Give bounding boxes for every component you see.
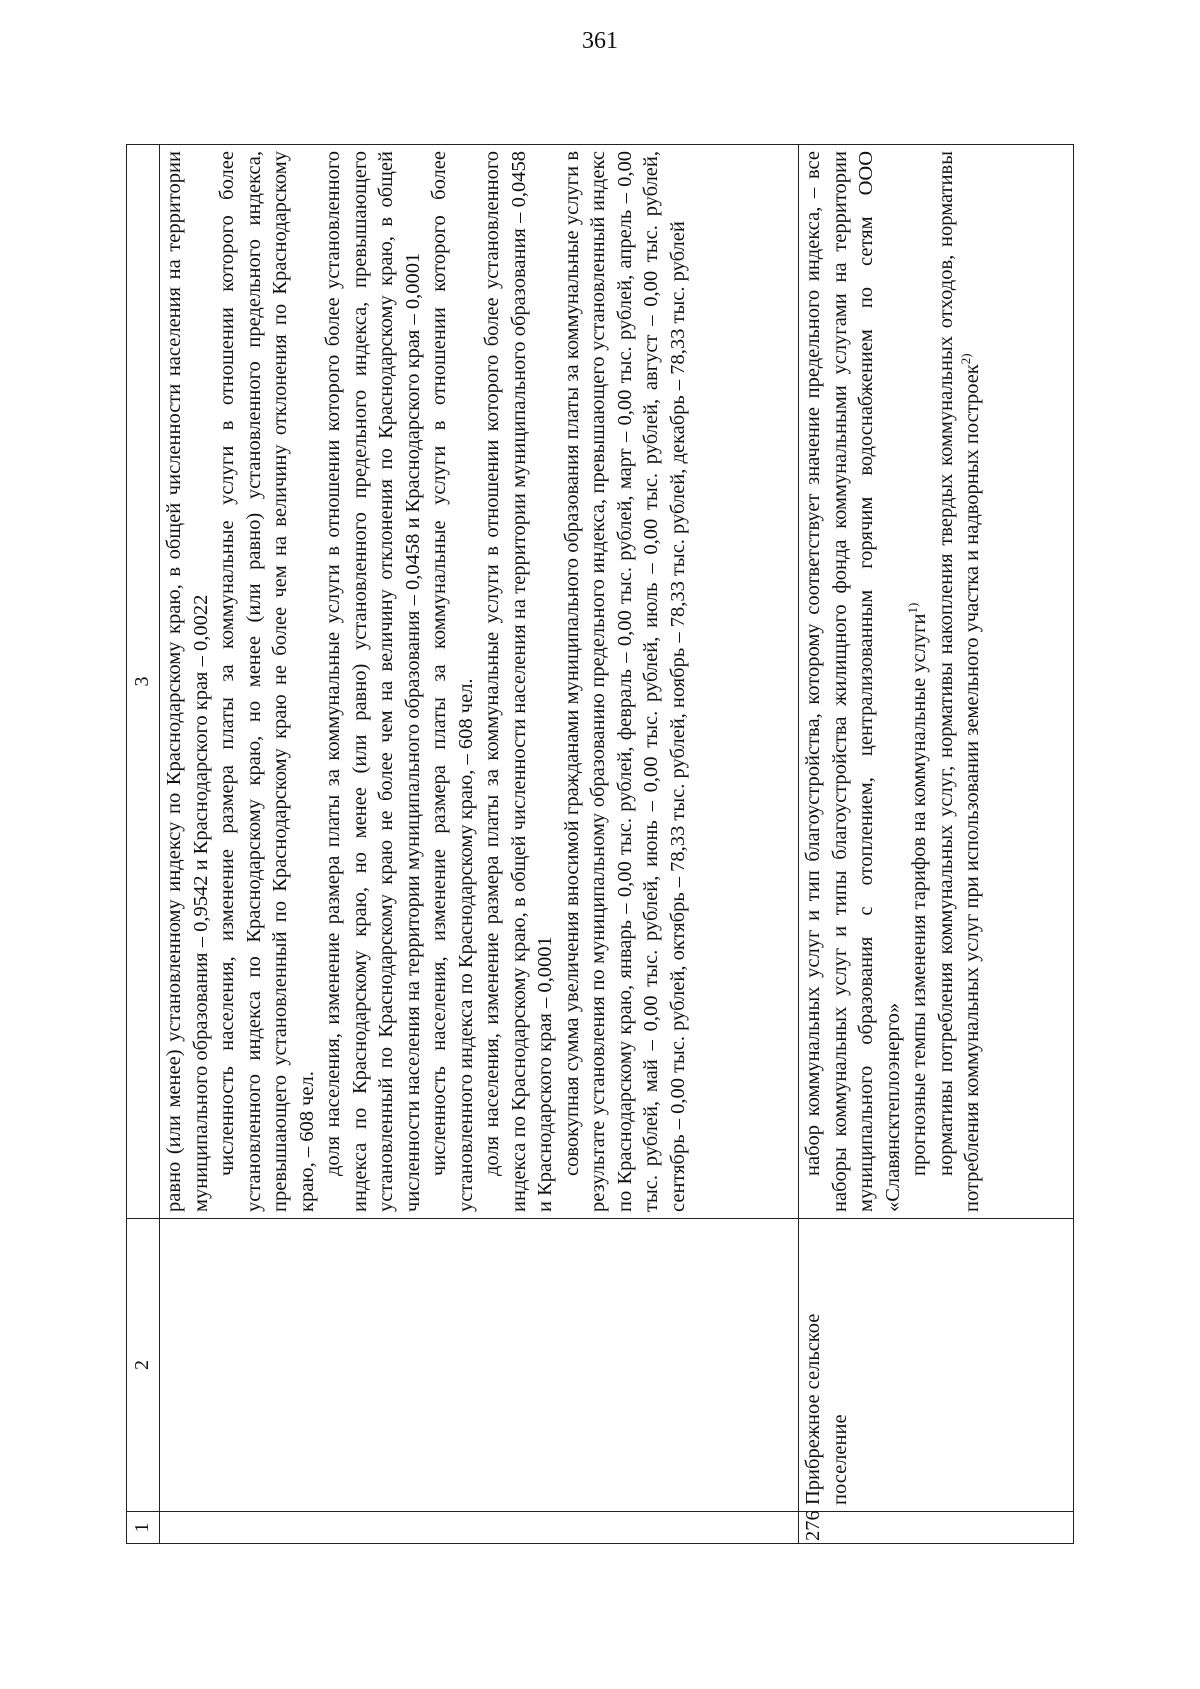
paragraph-text: прогнозные темпы изменения тарифов на коммунальные услуги	[908, 613, 930, 1176]
table-row	[799, 145, 1074, 1544]
paragraph	[906, 151, 933, 1212]
paragraph: доля населения, изменение размера платы за коммунальные услуги в отношении которого более установленного индекса по Краснодарскому краю, в общей численности населения на территории муниципального образования – 0,0458 и Краснодарского края – 0,0001	[481, 151, 556, 1212]
paragraph-text: нормативы потребления коммунальных услуг, нормативы накопления твердых коммунальных отходов, нормативы потребления коммунальных услуг при использовании земельного участка и надворных построек	[934, 151, 983, 1212]
row-description	[799, 145, 1074, 1219]
paragraph: численность населения, изменение размера платы за коммунальные услуги в отношении которого более установленного индекса по Краснодарскому краю, но менее (или равно) установленного предельного индекса, превышающего установленный по Краснодарскому краю не более чем на величину отклонения по Краснодарскому краю, – 608 чел.	[216, 151, 318, 1212]
header-col-3: 3	[127, 145, 160, 1219]
paragraph: набор коммунальных услуг и тип благоустройства, которому соответствует значение предельного индекса, – все наборы коммунальных услуг и типы благоустройства жилищного фонда коммунальными услугами на территории муниципального образования с отоплением, централизованным горячим водоснабжением по сетям ООО «Славянсктеплоэнерго»	[802, 151, 904, 1212]
paragraph	[933, 151, 986, 1212]
paragraph: равно (или менее) установленному индексу по Краснодарскому краю, в общей численности населения на территории муниципального образования – 0,9542 и Краснодарского края – 0,0022	[163, 151, 212, 1212]
paragraph: доля населения, изменение размера платы за коммунальные услуги в отношении которого более установленного индекса по Краснодарскому краю, но менее (или равно) установленного предельного индекса, превышающего установленный по Краснодарскому краю не более чем на величину отклонения по Краснодарскому краю, в общей численности населения на территории муниципального образования – 0,0458 и Краснодарского края – 0,0001	[322, 151, 424, 1212]
row-continued-number	[160, 1512, 799, 1544]
index-table	[126, 144, 1074, 1544]
row-continued-name	[160, 1219, 799, 1512]
table-header-row	[127, 145, 160, 1544]
table-row	[160, 145, 799, 1544]
paragraph: совокупная сумма увеличения вносимой гражданами муниципального образования платы за коммунальные услуги в результате установления по муниципальному образованию предельного индекса, превышающего установленный индекс по Краснодарскому краю, январь – 0,00 тыс. рублей, февраль – 0,00 тыс. рублей, март – 0,00 тыс. рублей, апрель – 0,00 тыс. рублей, май – 0,00 тыс. рублей, июнь – 0,00 тыс. рублей, июль – 0,00 тыс. рублей, август – 0,00 тыс. рублей, сентябрь – 0,00 тыс. рублей, октябрь – 78,33 тыс. рублей, ноябрь – 78,33 тыс. рублей, декабрь – 78,33 тыс. рублей	[560, 151, 689, 1212]
rotated-table-container	[126, 144, 1074, 1544]
footnote-ref-2: 2)	[958, 353, 974, 365]
page-number: 361	[582, 28, 618, 54]
footnote-ref-1: 1)	[905, 602, 921, 614]
paragraph: численность населения, изменение размера платы за коммунальные услуги в отношении которого более установленного индекса по Краснодарскому краю, – 608 чел.	[428, 151, 477, 1212]
header-col-2: 2	[127, 1219, 160, 1512]
row-number: 276	[799, 1512, 1074, 1544]
row-continued-description	[160, 145, 799, 1219]
settlement-name: Прибрежное сельское поселение	[799, 1219, 1074, 1512]
header-col-1: 1	[127, 1512, 160, 1544]
